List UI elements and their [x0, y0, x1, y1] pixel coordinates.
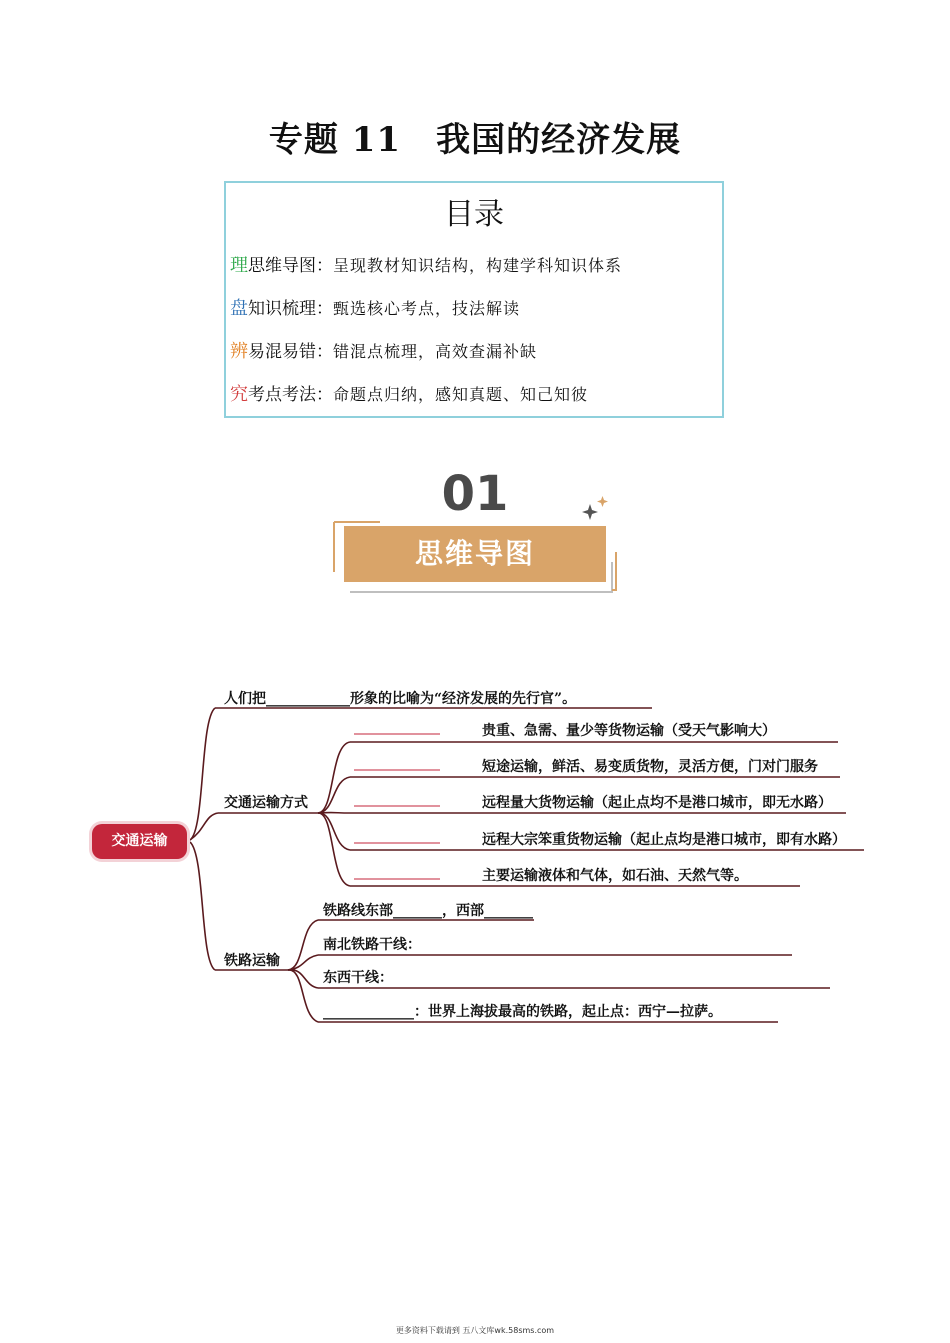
railway-item: 东西干线：: [323, 970, 393, 986]
toc-item-desc: 错混点梳理，高效查漏补缺: [333, 342, 538, 361]
mindmap-root: 交通运输: [92, 824, 187, 859]
page-footer: 更多资料下载请到 五八文库wk.58sms.com: [395, 1326, 555, 1335]
transport-mode-item: 远程大宗笨重货物运输（起止点均是港口城市，即有水路）: [482, 832, 846, 848]
toc-marker: 盘: [230, 298, 248, 319]
transport-mode-item: 远程量大货物运输（起止点均不是港口城市，即无水路）: [482, 795, 832, 811]
page-title: 专题 11 我国的经济发展: [268, 120, 682, 160]
transport-mode-item: 短途运输，鲜活、易变质货物，灵活方便，门对门服务: [482, 759, 818, 775]
toc-item-title: 考点考法：: [248, 385, 333, 405]
railway-item: 铁路线东部_______，西部_______: [323, 903, 533, 919]
section-number: 01: [441, 466, 509, 522]
transport-mode-item: 贵重、急需、量少等货物运输（受天气影响大）: [482, 723, 776, 739]
railway-item: _____________：世界上海拔最高的铁路，起止点：西宁—拉萨。: [323, 1004, 722, 1020]
toc-heading: 目录: [444, 197, 504, 232]
toc-item-title: 知识梳理：: [248, 299, 333, 319]
mindmap-branch-pioneer: [224, 688, 576, 708]
toc-marker: 理: [230, 255, 248, 276]
toc-marker: 辨: [230, 341, 248, 362]
transport-mode-item: 主要运输液体和气体，如石油、天然气等。: [482, 868, 748, 884]
railway-item: 南北铁路干线：: [323, 937, 421, 953]
toc-item-desc: 命题点归纳，感知真题、知己知彼: [333, 385, 589, 404]
toc-item-title: 思维导图：: [248, 256, 333, 276]
toc-marker: 究: [230, 384, 248, 405]
toc-item-desc: 呈现教材知识结构，构建学科知识体系: [333, 256, 623, 275]
mindmap-branch-railway: 铁路运输: [224, 953, 280, 969]
toc-item-desc: 甄选核心考点，技法解读: [333, 299, 521, 318]
branch-prefix: 人们把: [224, 691, 266, 707]
branch-suffix: 形象的比喻为“经济发展的先行官”。: [350, 691, 577, 707]
section-label: 思维导图: [344, 526, 606, 582]
mindmap-branch-transport-modes: 交通运输方式: [224, 795, 308, 811]
fill-blank: ____________: [266, 691, 350, 707]
toc-item-title: 易混易错：: [248, 342, 333, 362]
